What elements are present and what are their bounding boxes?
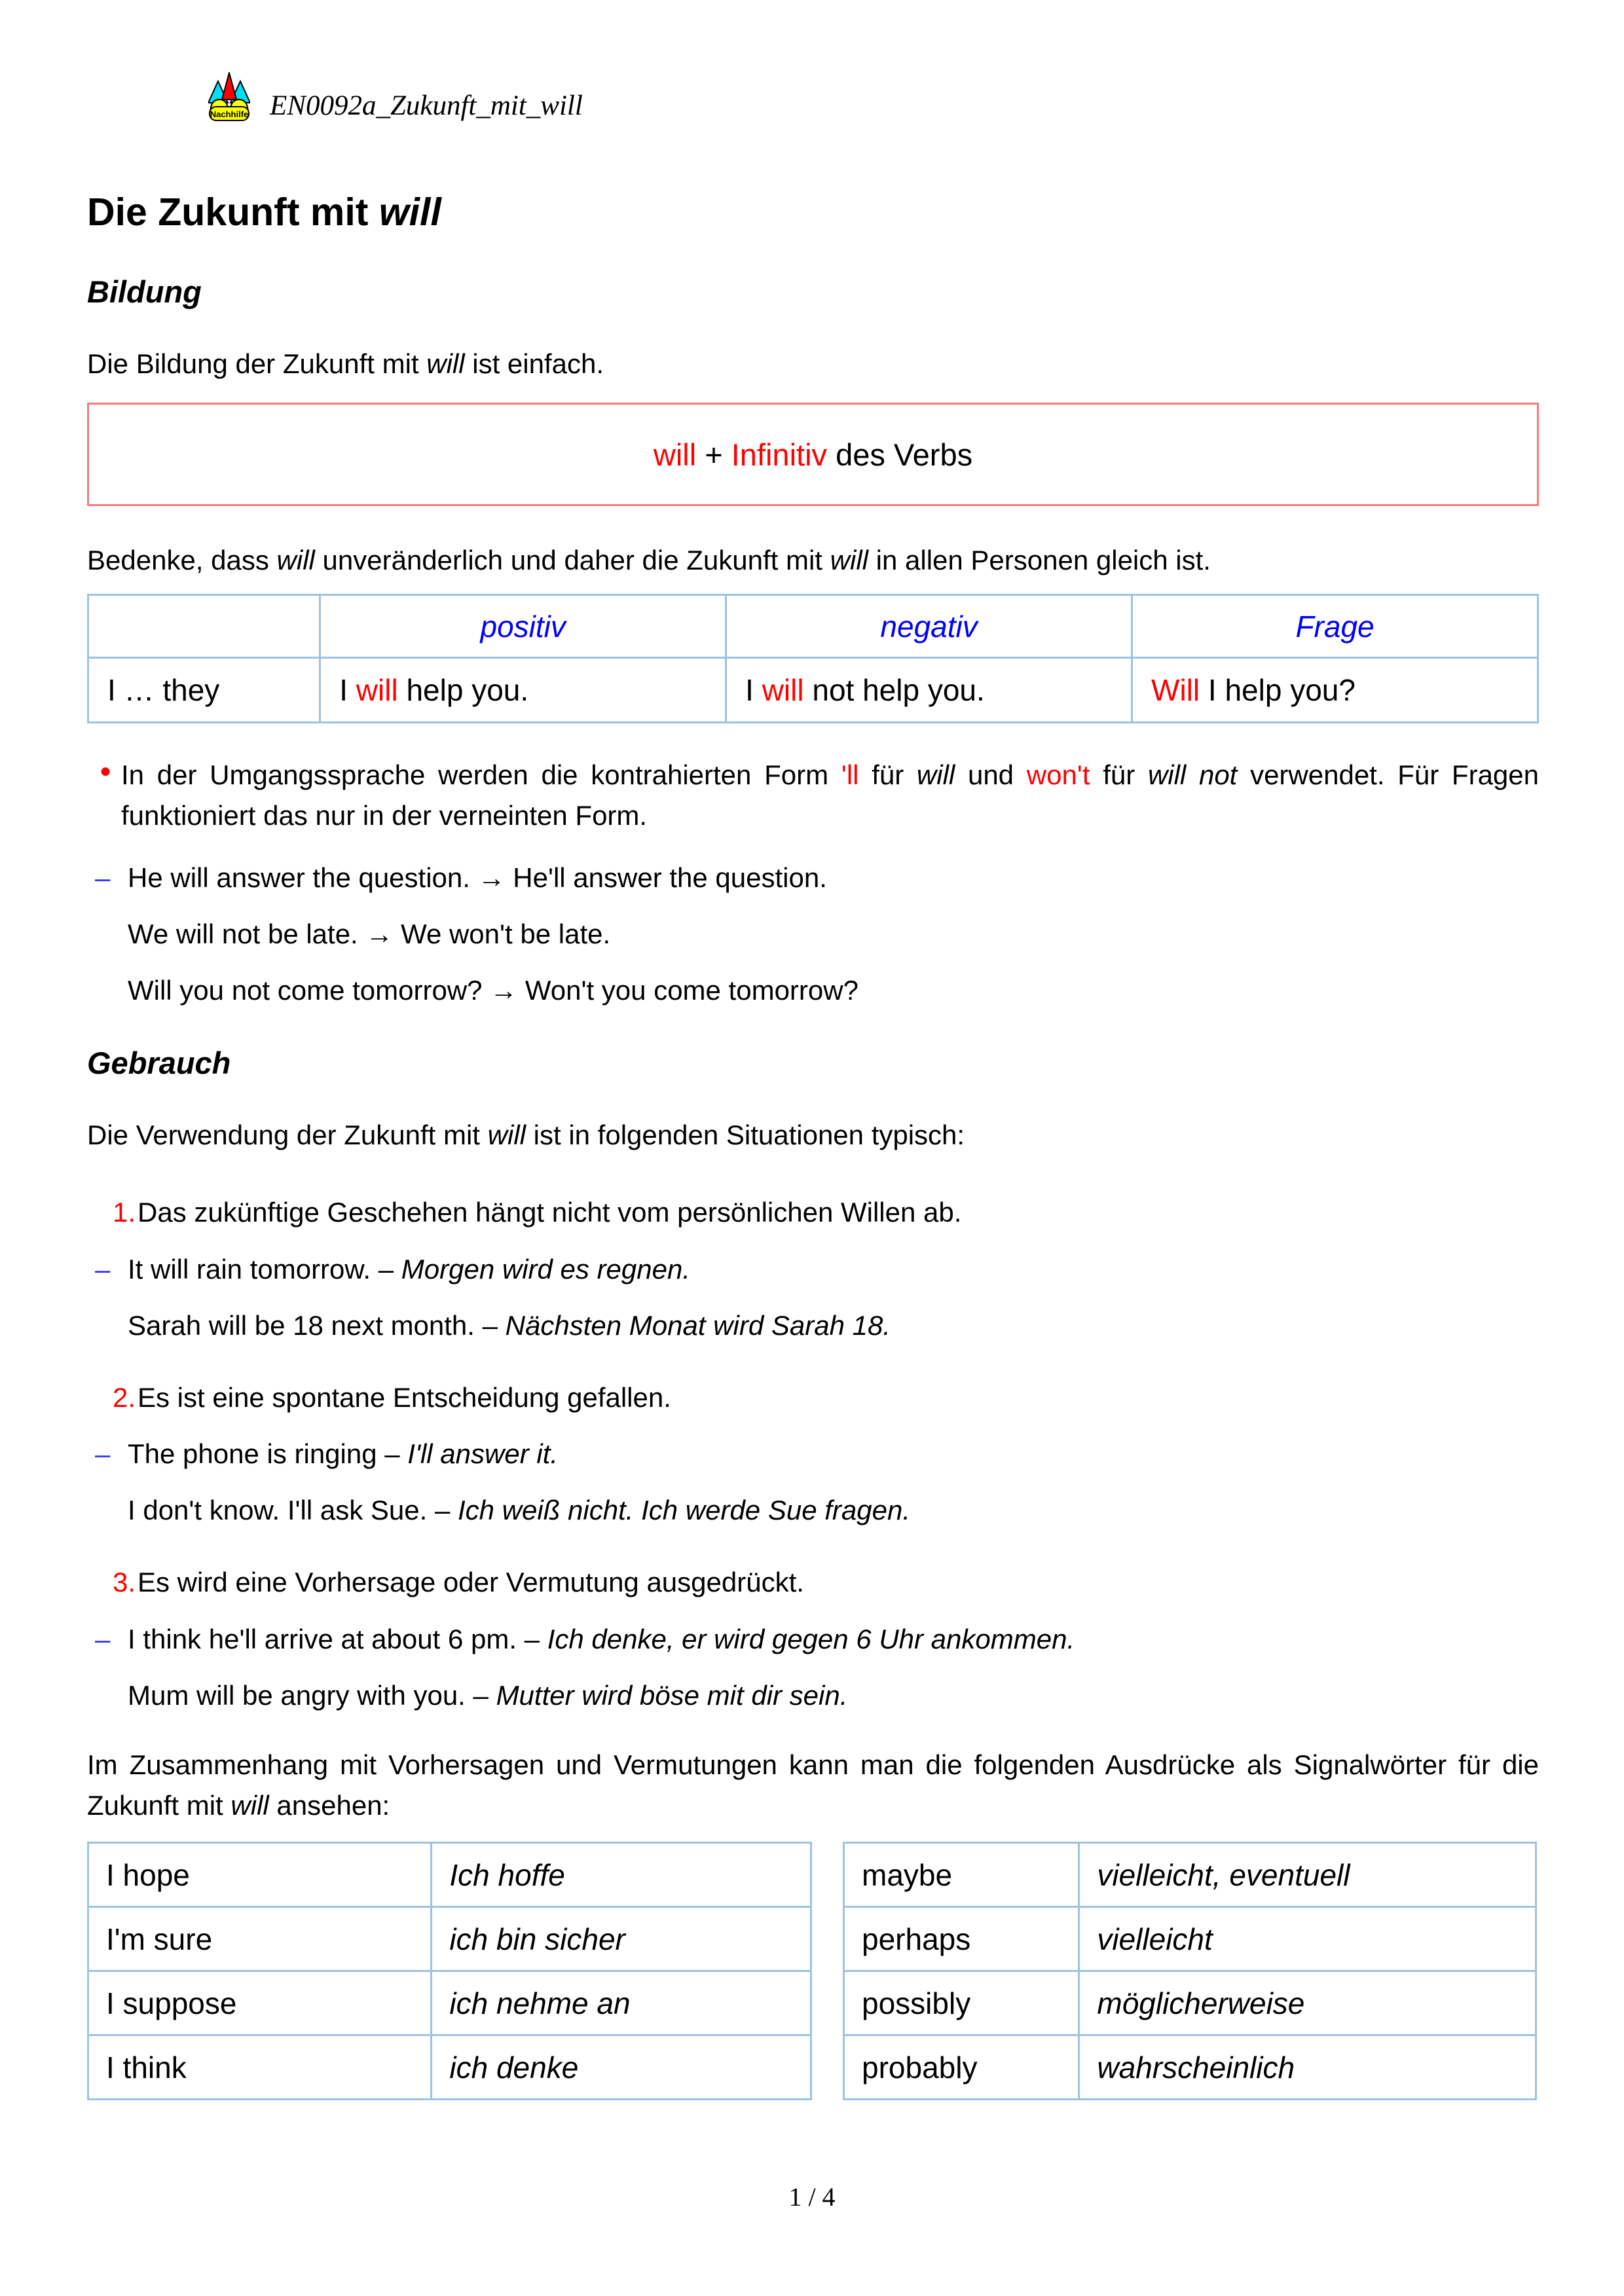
signal-de: vielleicht, eventuell: [1079, 1843, 1536, 1907]
text-segment: The phone is ringing –: [128, 1438, 408, 1470]
text-segment: und: [955, 759, 1027, 791]
usage-item-1: [87, 1197, 1539, 1228]
table-header-frage: Frage: [1132, 595, 1538, 658]
example-text: He will answer the question. → He'll answer the question.: [128, 862, 827, 893]
table-header-positiv: positiv: [320, 595, 726, 658]
contraction-example: [87, 863, 1539, 893]
text-segment: won't: [1026, 759, 1090, 791]
text-segment: +: [696, 437, 731, 472]
formula-box: [87, 403, 1539, 506]
text-segment: I don't know. I'll ask Sue. –: [128, 1495, 458, 1526]
text-segment: It will rain tomorrow. –: [128, 1253, 401, 1285]
usage-example: [87, 1311, 1539, 1341]
text-segment: 'll: [841, 759, 859, 791]
table-row: [844, 1843, 1536, 1907]
text-segment: für: [858, 759, 917, 791]
signal-de: wahrscheinlich: [1079, 2035, 1536, 2100]
dash-placeholder: [95, 919, 128, 949]
usage-example: [87, 1495, 1539, 1525]
text-segment: für: [1090, 759, 1148, 791]
table-cell-positive: [320, 658, 726, 723]
contraction-example: [87, 975, 1539, 1006]
text-segment: Die Zukunft mit: [87, 191, 379, 234]
text-segment: will: [830, 545, 868, 576]
text-segment: verwendet. Für Fragen funktioniert das nur in der verneinten Form.: [121, 759, 1540, 831]
text-segment: Mutter wird böse mit dir sein.: [496, 1679, 848, 1711]
usage-note-bullet: [87, 755, 1539, 836]
dash-icon: –: [95, 1623, 111, 1654]
signal-en: possibly: [844, 1971, 1079, 2035]
conjugation-table-header-row: [88, 595, 1538, 658]
signal-en: I suppose: [88, 1971, 432, 2035]
table-row: [88, 1843, 811, 1907]
usage-example: [87, 1681, 1539, 1711]
text-segment: will: [762, 673, 804, 708]
text-segment: Ich weiß nicht. Ich werde Sue fragen.: [457, 1495, 910, 1526]
signal-table-right: [843, 1842, 1537, 2100]
text-segment: ist in folgenden Situationen typisch:: [525, 1120, 965, 1151]
example-text: We will not be late. → We won't be late.: [128, 918, 611, 949]
example-text: [128, 1311, 1539, 1341]
signal-de: ich bin sicher: [432, 1907, 811, 1971]
usage-example: [87, 1439, 1539, 1469]
signal-en: probably: [844, 2035, 1079, 2100]
document-body: [87, 190, 1539, 2100]
table-header-empty: [88, 595, 320, 658]
table-header-negativ: negativ: [726, 595, 1132, 658]
text-segment: I think he'll arrive at about 6 pm. –: [128, 1623, 547, 1654]
conjugation-table-row: [88, 658, 1538, 723]
dash-icon: –: [95, 862, 111, 893]
page-title: [87, 190, 1539, 234]
bildung-note: [87, 540, 1539, 581]
table-row: [88, 1907, 811, 1971]
conjugation-table: [87, 594, 1539, 723]
contraction-example: [87, 919, 1539, 949]
text-segment: Sarah will be 18 next month. –: [128, 1309, 506, 1341]
signal-de: ich nehme an: [432, 1971, 811, 2035]
text-segment: not help you.: [803, 673, 985, 708]
item-number: 1.: [113, 1197, 136, 1228]
text-segment: help you.: [397, 673, 529, 708]
table-cell-negative: [726, 658, 1132, 723]
text-segment: Die Bildung der Zukunft mit: [87, 348, 427, 379]
text-segment: will: [487, 1120, 526, 1151]
text-segment: Ich denke, er wird gegen 6 Uhr ankommen.: [547, 1623, 1075, 1654]
table-cell-pronouns: I … they: [88, 658, 320, 723]
text-segment: I: [339, 673, 356, 708]
dash-icon: –: [95, 1253, 111, 1285]
table-row: [844, 1907, 1536, 1971]
item-text: Das zukünftige Geschehen hängt nicht vom persönlichen Willen ab.: [138, 1197, 962, 1228]
usage-example: [87, 1624, 1539, 1654]
text-segment: Infinitiv: [731, 437, 828, 472]
signal-en: I hope: [88, 1843, 432, 1907]
text-segment: will not: [1147, 759, 1238, 791]
signal-en: I think: [88, 2035, 432, 2100]
text-segment: will: [276, 545, 315, 576]
table-row: [844, 1971, 1536, 2035]
text-segment: Im Zusammenhang mit Vorhersagen und Vermutungen kann man die folgenden Ausdrücke als Signalwörter für die Zukunft mit: [87, 1749, 1539, 1821]
table-row: [88, 1971, 811, 2035]
text-segment: ist einfach.: [464, 348, 604, 379]
text-segment: des Verbs: [827, 437, 973, 472]
example-text: [128, 1254, 1539, 1285]
dash-placeholder: [95, 1311, 128, 1341]
text-segment: will: [426, 348, 465, 379]
nachhilfe-logo-icon: [208, 72, 250, 124]
table-row: [844, 2035, 1536, 2100]
item-number: 2.: [113, 1381, 136, 1413]
table-cell-question: [1132, 658, 1538, 723]
text-segment: will: [916, 759, 955, 791]
text-segment: ansehen:: [268, 1790, 390, 1821]
signal-de: möglicherweise: [1079, 1971, 1536, 2035]
text-segment: I help you?: [1200, 673, 1356, 708]
item-text: Es wird eine Vorhersage oder Vermutung ausgedrückt.: [138, 1567, 804, 1598]
text-segment: will: [356, 673, 398, 708]
item-number: 3.: [113, 1567, 136, 1598]
usage-item-3: [87, 1567, 1539, 1597]
text-segment: Die Verwendung der Zukunft mit: [87, 1120, 488, 1151]
signal-en: I'm sure: [88, 1907, 432, 1971]
signal-de: Ich hoffe: [432, 1843, 811, 1907]
text-segment: will: [231, 1790, 269, 1821]
section-heading-gebrauch: Gebrauch: [87, 1046, 231, 1081]
text-segment: will: [378, 191, 441, 234]
document-filename: EN0092a_Zukunft_mit_will: [270, 90, 583, 121]
logo-label: Nachhilfe: [210, 109, 249, 119]
example-text: [128, 1624, 1539, 1654]
usage-item-2: [87, 1383, 1539, 1413]
usage-note-text: [121, 755, 1539, 836]
text-segment: I'll answer it.: [407, 1438, 559, 1470]
text-segment: will: [653, 437, 697, 472]
signal-word-tables: [87, 1842, 1539, 2100]
item-text: Es ist eine spontane Entscheidung gefallen.: [138, 1381, 671, 1413]
formula-text: [654, 437, 972, 473]
section-heading-bildung: Bildung: [87, 274, 202, 309]
gebrauch-intro: [87, 1115, 1539, 1156]
usage-example: [87, 1254, 1539, 1285]
example-text: [128, 1495, 1539, 1525]
bildung-intro: [87, 344, 1539, 384]
signal-words-intro: [87, 1745, 1539, 1826]
dash-placeholder: [95, 1495, 128, 1525]
document-header: [208, 0, 1624, 124]
text-segment: Bedenke, dass: [87, 545, 277, 576]
signal-en: perhaps: [844, 1907, 1079, 1971]
text-segment: Morgen wird es regnen.: [401, 1253, 691, 1285]
example-text: Will you not come tomorrow? → Won't you come tomorrow?: [128, 975, 858, 1006]
text-segment: Will: [1151, 673, 1200, 708]
text-segment: In der Umgangssprache werden die kontrahierten Form: [121, 759, 841, 791]
text-segment: Nächsten Monat wird Sarah 18.: [505, 1309, 891, 1341]
signal-table-left: [87, 1842, 812, 2100]
example-text: [128, 1681, 1539, 1711]
bullet-icon: ●: [100, 760, 112, 782]
page-number: 1 / 4: [788, 2182, 836, 2212]
text-segment: in allen Personen gleich ist.: [868, 545, 1211, 576]
signal-en: maybe: [844, 1843, 1079, 1907]
table-row: [88, 2035, 811, 2100]
example-text: [128, 1439, 1539, 1469]
text-segment: Mum will be angry with you. –: [128, 1679, 496, 1711]
dash-placeholder: [95, 975, 128, 1006]
signal-de: ich denke: [432, 2035, 811, 2100]
dash-placeholder: [95, 1681, 128, 1711]
text-segment: unveränderlich und daher die Zukunft mit: [314, 545, 830, 576]
text-segment: I: [745, 673, 762, 708]
dash-icon: –: [95, 1438, 111, 1470]
signal-de: vielleicht: [1079, 1907, 1536, 1971]
